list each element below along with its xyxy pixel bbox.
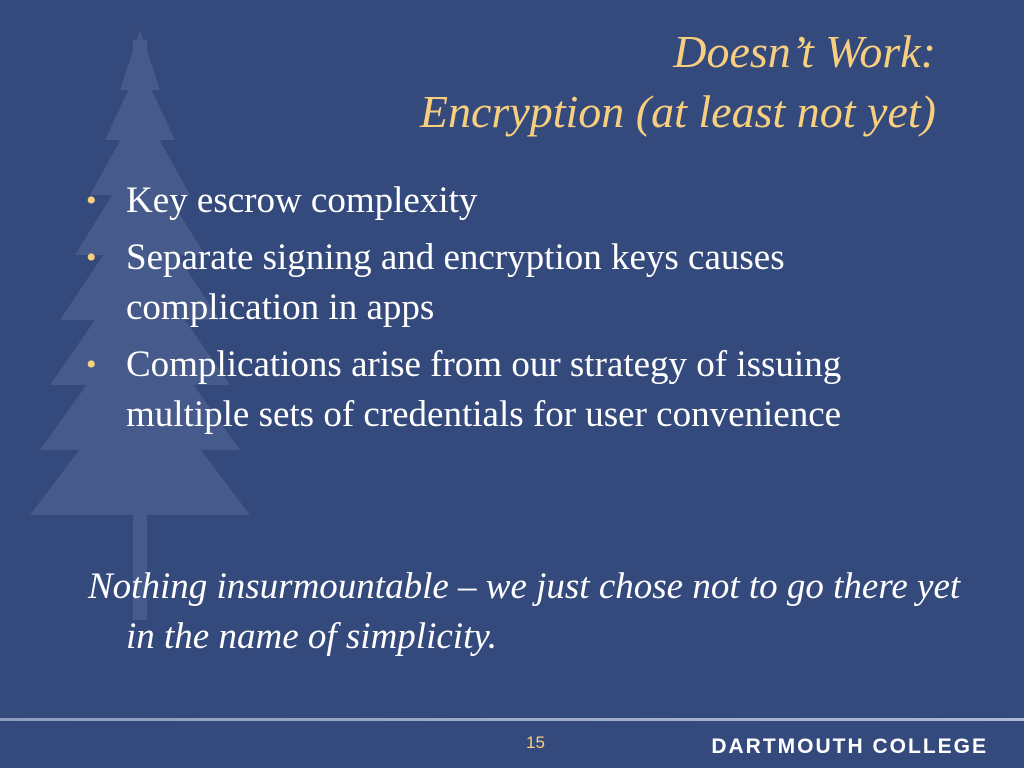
footer-divider [0, 718, 1024, 721]
bullet-text: Separate signing and encryption keys causes complication in apps [126, 237, 785, 328]
page-number: 15 [526, 733, 545, 752]
bullet-list [86, 176, 956, 447]
closing-note: Nothing insurmountable – we just chose not to go there yet in the name of simplicity. [88, 566, 961, 657]
slide-title [420, 22, 936, 142]
bullet-text: Key escrow complexity [126, 180, 478, 221]
bullet-text: Complications arise from our strategy of issuing multiple sets of credentials for user convenience [126, 344, 842, 435]
bullet-icon: • [86, 241, 97, 274]
title-line-2: Encryption (at least not yet) [419, 86, 936, 137]
bullet-item [86, 233, 956, 333]
bullet-icon: • [86, 348, 97, 381]
bullet-item [86, 340, 956, 440]
college-wordmark: DARTMOUTH COLLEGE [711, 735, 988, 758]
title-line-1: Doesn’t Work: [673, 26, 936, 77]
bullet-item [86, 176, 956, 226]
bullet-icon: • [86, 184, 97, 217]
